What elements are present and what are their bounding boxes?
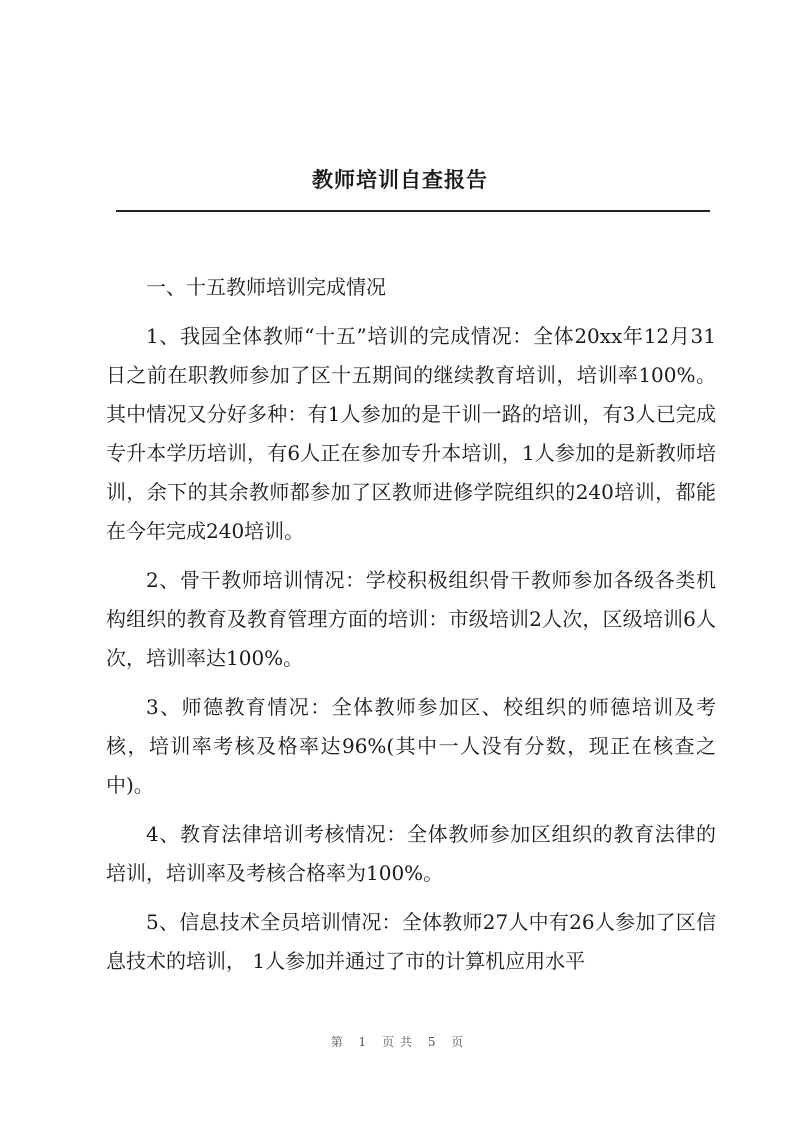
section-heading: 一、十五教师培训完成情况 (146, 275, 386, 299)
page-footer: 第 1 页共 5 页 (330, 1035, 470, 1049)
paragraph-3: 3、师德教育情况：全体教师参加区、校组织的师德培训及考核，培训率考核及格率达96%(其中一人没有分数，现正在核查之中)。 (106, 695, 716, 797)
document-body (106, 268, 716, 981)
document-title: 教师培训自查报告 (312, 168, 488, 192)
title-underline (116, 210, 710, 212)
paragraph-4: 4、教育法律培训考核情况：全体教师参加区组织的教育法律的培训，培训率及考核合格率为100%。 (106, 822, 716, 885)
paragraph-5: 5、信息技术全员培训情况：全体教师27人中有26人参加了区信息技术的培训， 1人参加并通过了市的计算机应用水平 (106, 910, 716, 973)
paragraph-2: 2、骨干教师培训情况：学校积极组织骨干教师参加各级各类机构组织的教育及教育管理方面的培训：市级培训2人次，区级培训6人次，培训率达100%。 (106, 568, 716, 670)
paragraph-1: 1、我园全体教师“十五”培训的完成情况：全体20xx年12月31日之前在职教师参加了区十五期间的继续教育培训，培训率100%。其中情况又分好多种：有1人参加的是干训一路的培训，有3人已完成专升本学历培训，有6人正在参加专升本培训，1人参加的是新教师培训，余下的其余教师都参加了区教师进修学院组织的240培训，都能在今年完成240培训。 (106, 324, 716, 543)
